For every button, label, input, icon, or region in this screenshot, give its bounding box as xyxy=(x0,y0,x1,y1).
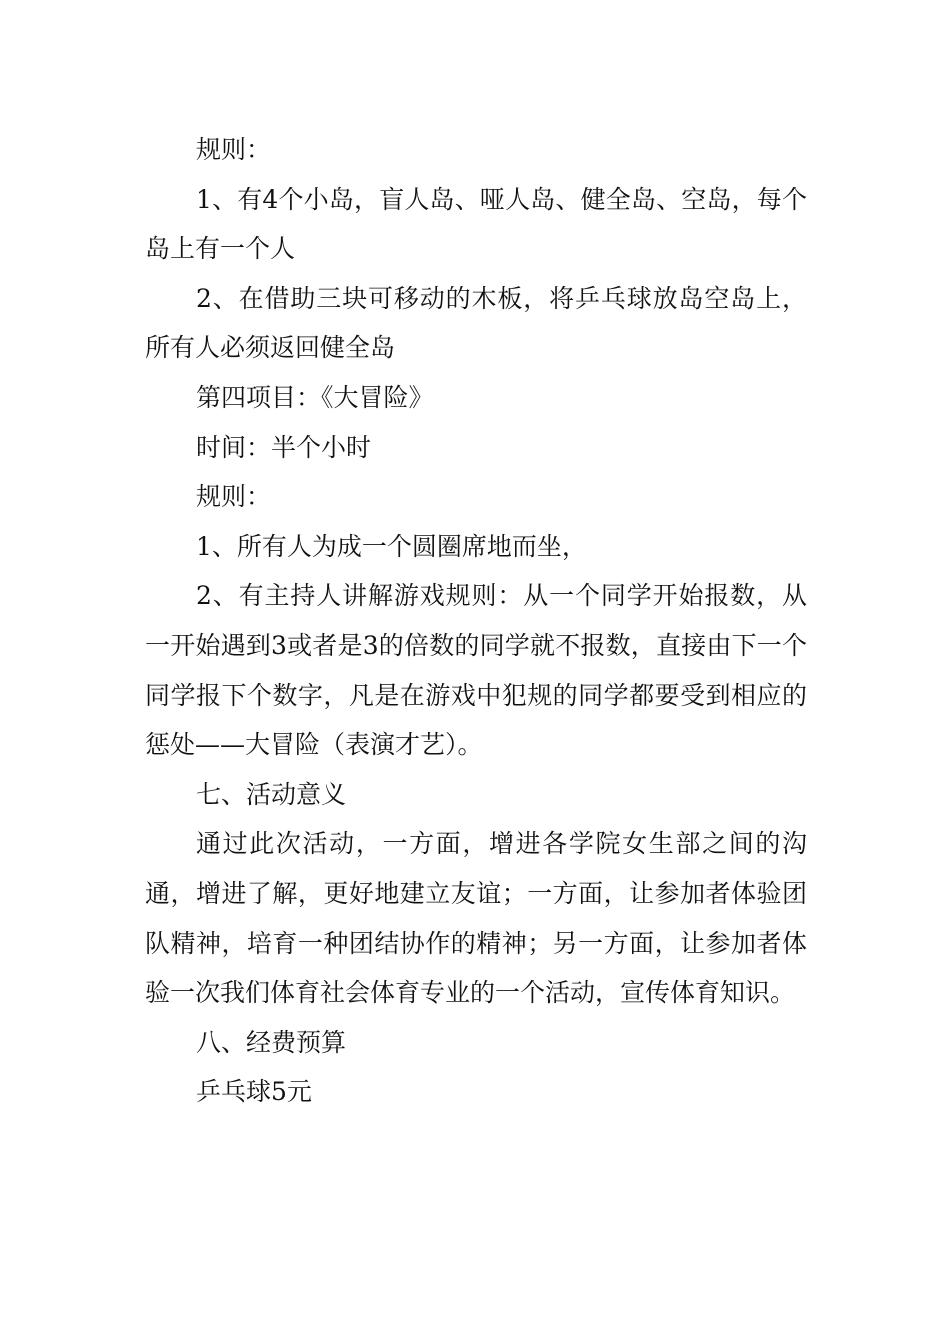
rule-item-planks: 2、在借助三块可移动的木板，将乒乓球放岛空岛上，所有人必须返回健全岛 xyxy=(145,283,807,363)
rules-heading: 规则： xyxy=(196,135,272,164)
document-body xyxy=(145,125,807,1117)
rule-item-islands: 1、有4个小岛，盲人岛、哑人岛、健全岛、空岛，每个岛上有一个人 xyxy=(145,184,807,264)
rule-item-circle: 1、所有人为成一个圆圈席地而坐， xyxy=(196,531,587,561)
section-significance-heading: 七、活动意义 xyxy=(196,779,347,809)
rule-item-counting: 2、有主持人讲解游戏规则：从一个同学开始报数，从一开始遇到3或者是3的倍数的同学就不报数，直接由下一个同学报下个数字，凡是在游戏中犯规的同学都要受到相应的惩处——大冒险（表演才艺）。 xyxy=(145,581,807,760)
section-budget-heading: 八、经费预算 xyxy=(196,1027,347,1057)
budget-item-pingpong: 乒乓球5元 xyxy=(196,1077,312,1107)
project-time: 时间：半个小时 xyxy=(196,432,372,462)
section-significance-body: 通过此次活动，一方面，增进各学院女生部之间的沟通，增进了解，更好地建立友谊；一方面，让参加者体验团队精神，培育一种团结协作的精神；另一方面，让参加者体验一次我们体育社会体育专业的一个活动，宣传体育知识。 xyxy=(145,829,807,1008)
rules-heading-2: 规则： xyxy=(196,482,272,512)
project-four-title: 第四项目：《大冒险》 xyxy=(196,382,434,412)
